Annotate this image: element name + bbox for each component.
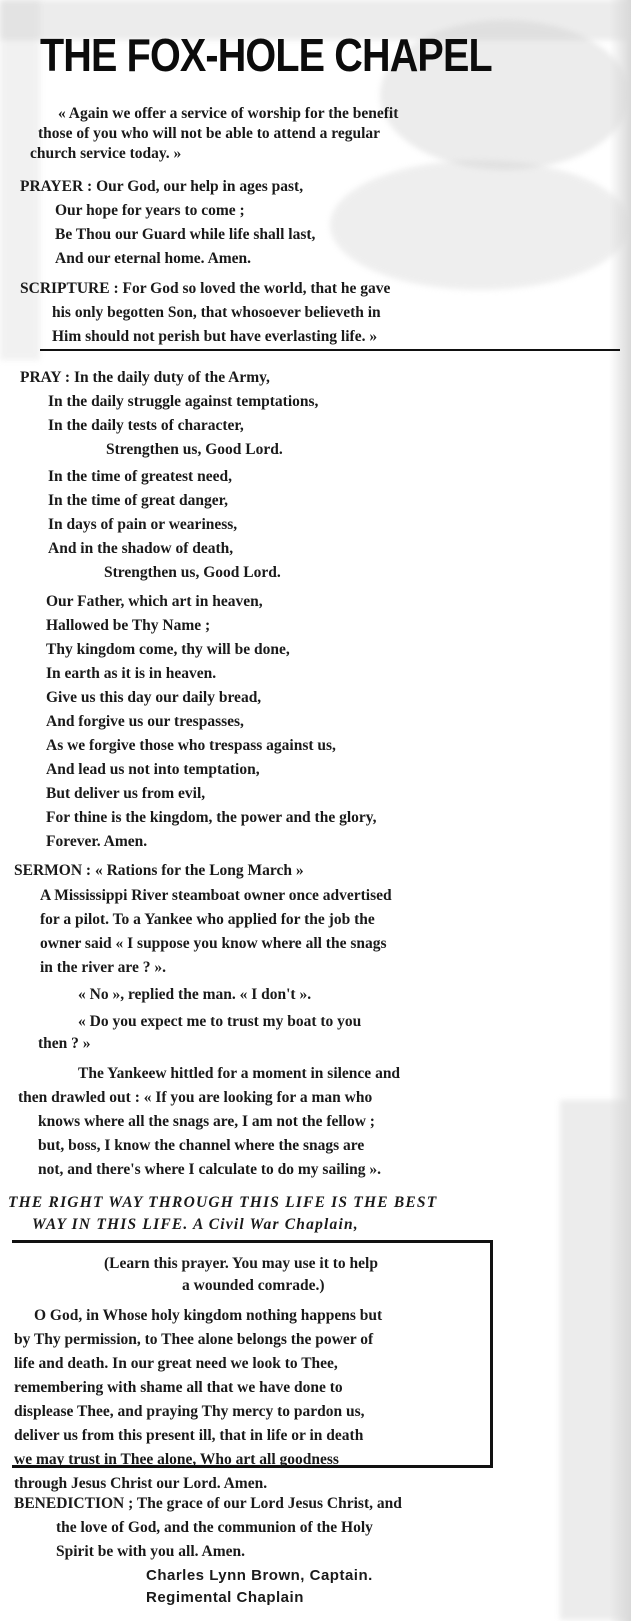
sermon-line: « No », replied the man. « I don't ». — [78, 986, 312, 1003]
lords-prayer-line: Give us this day our daily bread, — [46, 689, 262, 706]
box-prayer-line: displease Thee, and praying Thy mercy to pardon us, — [14, 1403, 365, 1420]
lords-prayer-line: In earth as it is in heaven. — [46, 665, 217, 682]
scan-edge-shadow — [609, 0, 631, 1621]
benediction-label: BENEDICTION ; — [14, 1495, 134, 1512]
pray-line: In the daily tests of character, — [48, 417, 244, 434]
scripture-label: SCRIPTURE : — [20, 280, 119, 297]
sermon-label: SERMON : — [14, 862, 92, 879]
prayer-line: Be Thou our Guard while life shall last, — [55, 226, 316, 243]
pray-label: PRAY : — [20, 369, 71, 386]
sermon-line: A Mississippi River steamboat owner once advertised — [40, 887, 392, 904]
sermon-heading — [14, 861, 304, 881]
sermon-line: in the river are ? ». — [40, 959, 166, 976]
pray-refrain: Strengthen us, Good Lord. — [106, 441, 283, 458]
prayer-line: And our eternal home. Amen. — [55, 250, 252, 267]
lords-prayer-line: But deliver us from evil, — [46, 785, 206, 802]
pray-line: In days of pain or weariness, — [48, 516, 238, 533]
prayer-label: PRAYER : — [20, 178, 93, 195]
intro-line: those of you who will not be able to attend a regular — [38, 125, 381, 142]
section-divider — [40, 349, 620, 351]
intro-line: « Again we offer a service of worship for the benefit — [58, 105, 399, 122]
sermon-quote: THE RIGHT WAY THROUGH THIS LIFE IS THE BEST — [8, 1194, 438, 1211]
lords-prayer-line: Forever. Amen. — [46, 833, 148, 850]
box-note: a wounded comrade.) — [182, 1277, 325, 1294]
benediction-line: The grace of our Lord Jesus Christ, and — [136, 1495, 402, 1512]
lords-prayer-line: Our Father, which art in heaven, — [46, 593, 263, 610]
sermon-title: « Rations for the Long March » — [94, 862, 304, 879]
pray-refrain: Strengthen us, Good Lord. — [104, 564, 281, 581]
sermon-line: then ? » — [38, 1035, 91, 1052]
sermon-line: but, boss, I know the channel where the snags are — [38, 1137, 365, 1154]
box-prayer-line: life and death. In our great need we look to Thee, — [14, 1355, 338, 1372]
pray-line: In the daily struggle against temptations, — [48, 393, 319, 410]
pray-heading — [20, 368, 270, 388]
sermon-line: The Yankeew hittled for a moment in silence and — [78, 1065, 401, 1082]
lords-prayer-line: Hallowed be Thy Name ; — [46, 617, 211, 634]
scan-smudge — [330, 160, 630, 290]
benediction-line: the love of God, and the communion of the Holy — [56, 1519, 373, 1536]
scripture-heading — [20, 279, 390, 299]
intro-line: church service today. » — [30, 145, 182, 162]
pray-line: In the daily duty of the Army, — [73, 369, 270, 386]
lords-prayer-line: For thine is the kingdom, the power and the glory, — [46, 809, 377, 826]
signature-title: Regimental Chaplain — [146, 1589, 304, 1606]
prayer-heading — [20, 177, 303, 197]
box-note: (Learn this prayer. You may use it to help — [104, 1255, 378, 1272]
pray-line: In the time of greatest need, — [48, 468, 232, 485]
box-prayer-line: by Thy permission, to Thee alone belongs the power of — [14, 1331, 374, 1348]
sermon-line: for a pilot. To a Yankee who applied for the job the — [40, 911, 375, 928]
lords-prayer-line: And lead us not into temptation, — [46, 761, 260, 778]
pray-line: In the time of great danger, — [48, 492, 228, 509]
page-title: THE FOX-HOLE CHAPEL — [40, 29, 492, 81]
box-prayer-line: deliver us from this present ill, that in life or in death — [14, 1427, 364, 1444]
benediction-line: Spirit be with you all. Amen. — [56, 1543, 246, 1560]
scripture-line: Him should not perish but have everlasting life. » — [52, 328, 378, 345]
box-prayer-line: O God, in Whose holy kingdom nothing happens but — [34, 1307, 383, 1324]
lords-prayer-line: And forgive us our trespasses, — [46, 713, 244, 730]
benediction-heading — [14, 1494, 402, 1514]
lords-prayer-line: Thy kingdom come, thy will be done, — [46, 641, 290, 658]
lords-prayer-line: As we forgive those who trespass against us, — [46, 737, 336, 754]
sermon-line: knows where all the snags are, I am not the fellow ; — [38, 1113, 375, 1130]
signature-name: Charles Lynn Brown, Captain. — [146, 1567, 373, 1584]
box-prayer-line: we may trust in Thee alone, Who art all goodness — [14, 1451, 339, 1468]
prayer-line: Our God, our help in ages past, — [96, 178, 304, 195]
sermon-line: owner said « I suppose you know where all the snags — [40, 935, 387, 952]
box-prayer-line: through Jesus Christ our Lord. Amen. — [14, 1475, 268, 1492]
prayer-line: Our hope for years to come ; — [55, 202, 245, 219]
pray-line: And in the shadow of death, — [48, 540, 234, 557]
sermon-quote: WAY IN THIS LIFE. A Civil War Chaplain, — [32, 1216, 359, 1233]
box-prayer-line: remembering with shame all that we have done to — [14, 1379, 343, 1396]
scripture-line: For God so loved the world, that he gave — [122, 280, 391, 297]
sermon-line: not, and there's where I calculate to do my sailing ». — [38, 1161, 382, 1178]
sermon-line: then drawled out : « If you are looking for a man who — [18, 1089, 373, 1106]
scripture-line: his only begotten Son, that whosoever believeth in — [52, 304, 381, 321]
sermon-line: « Do you expect me to trust my boat to you — [78, 1013, 362, 1030]
